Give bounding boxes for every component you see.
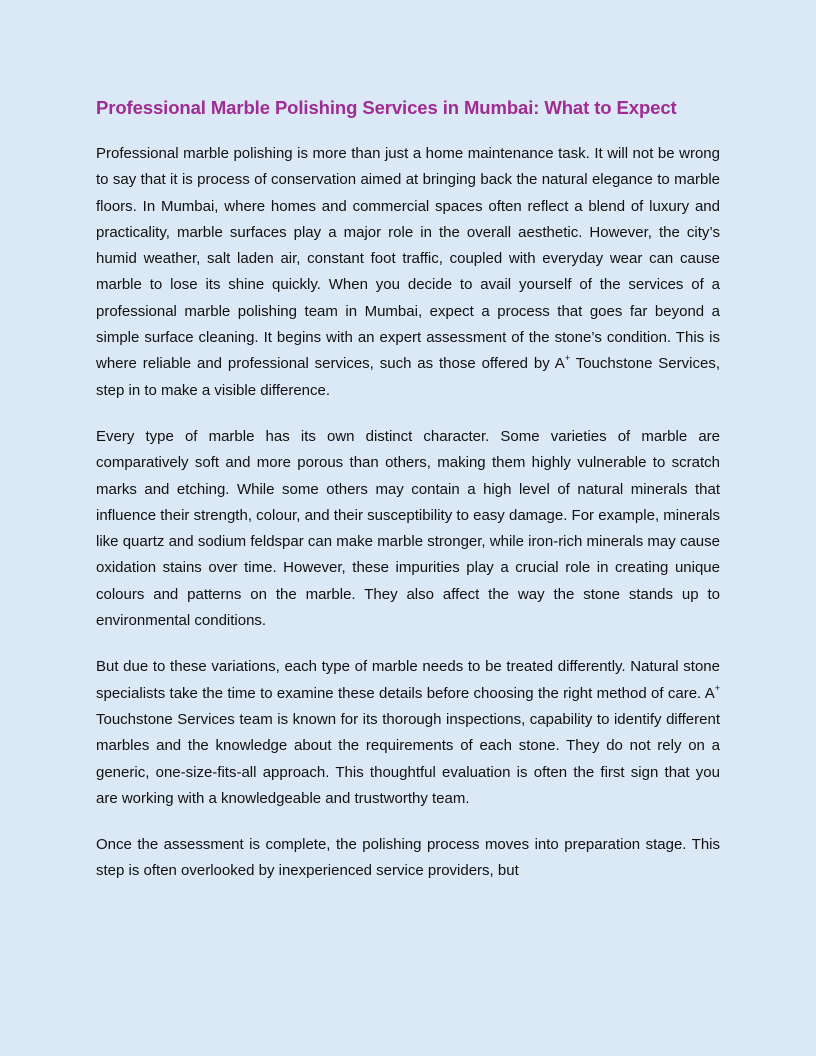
paragraph-variations: [96, 654, 720, 812]
paragraph-intro-text: Professional marble polishing is more than just a home maintenance task. It will not be wrong to say that it is process of conservation aimed at bringing back the natural elegance to marble floors. In Mumbai, where homes and commercial spaces often reflect a blend of luxury and practicality, marble surfaces play a major role in the overall aesthetic. However, the city’s humid weather, salt laden air, constant foot traffic, coupled with everyday wear can cause marble to lose its shine quickly. When you decide to avail yourself of the services of a professional marble polishing team in Mumbai, expect a process that goes far beyond a simple surface cleaning. It begins with an expert assessment of the stone’s condition. This is where reliable and professional services, such as those offered by A: [96, 145, 720, 373]
superscript-plus: +: [564, 353, 571, 364]
document-title: Professional Marble Polishing Services in Mumbai: What to Expect: [96, 97, 677, 118]
paragraph-variations-text-end: Touchstone Services team is known for its thorough inspections, capability to identify different marbles and the knowledge about the requirements of each stone. They do not rely on a generic, one-size-fits-all approach. This thoughtful evaluation is often the first sign that you are working with a knowledgeable and trustworthy team.: [96, 710, 720, 807]
paragraph-preparation: Once the assessment is complete, the polishing process moves into preparation stage. This step is often overlooked by inexperienced service providers, but: [96, 836, 720, 880]
paragraph-intro-text-end: Touchstone Services, step in to make a visible difference.: [96, 355, 720, 399]
paragraph-marble-types: Every type of marble has its own distinct character. Some varieties of marble are comparatively soft and more porous than others, making them highly vulnerable to scratch marks and etching. While some others may contain a high level of natural minerals that influence their strength, colour, and their susceptibility to easy damage. For example, minerals like quartz and sodium feldspar can make marble stronger, while iron-rich minerals may cause oxidation stains over time. However, these impurities play a crucial role in creating unique colours and patterns on the marble. They also affect the way the stone stands up to environmental conditions.: [96, 427, 720, 630]
paragraph-intro: [96, 141, 720, 404]
superscript-plus: +: [714, 682, 720, 693]
paragraph-variations-text: But due to these variations, each type of marble needs to be treated differently. Natural stone specialists take the time to examine these details before choosing the right method of care. A: [96, 658, 720, 702]
